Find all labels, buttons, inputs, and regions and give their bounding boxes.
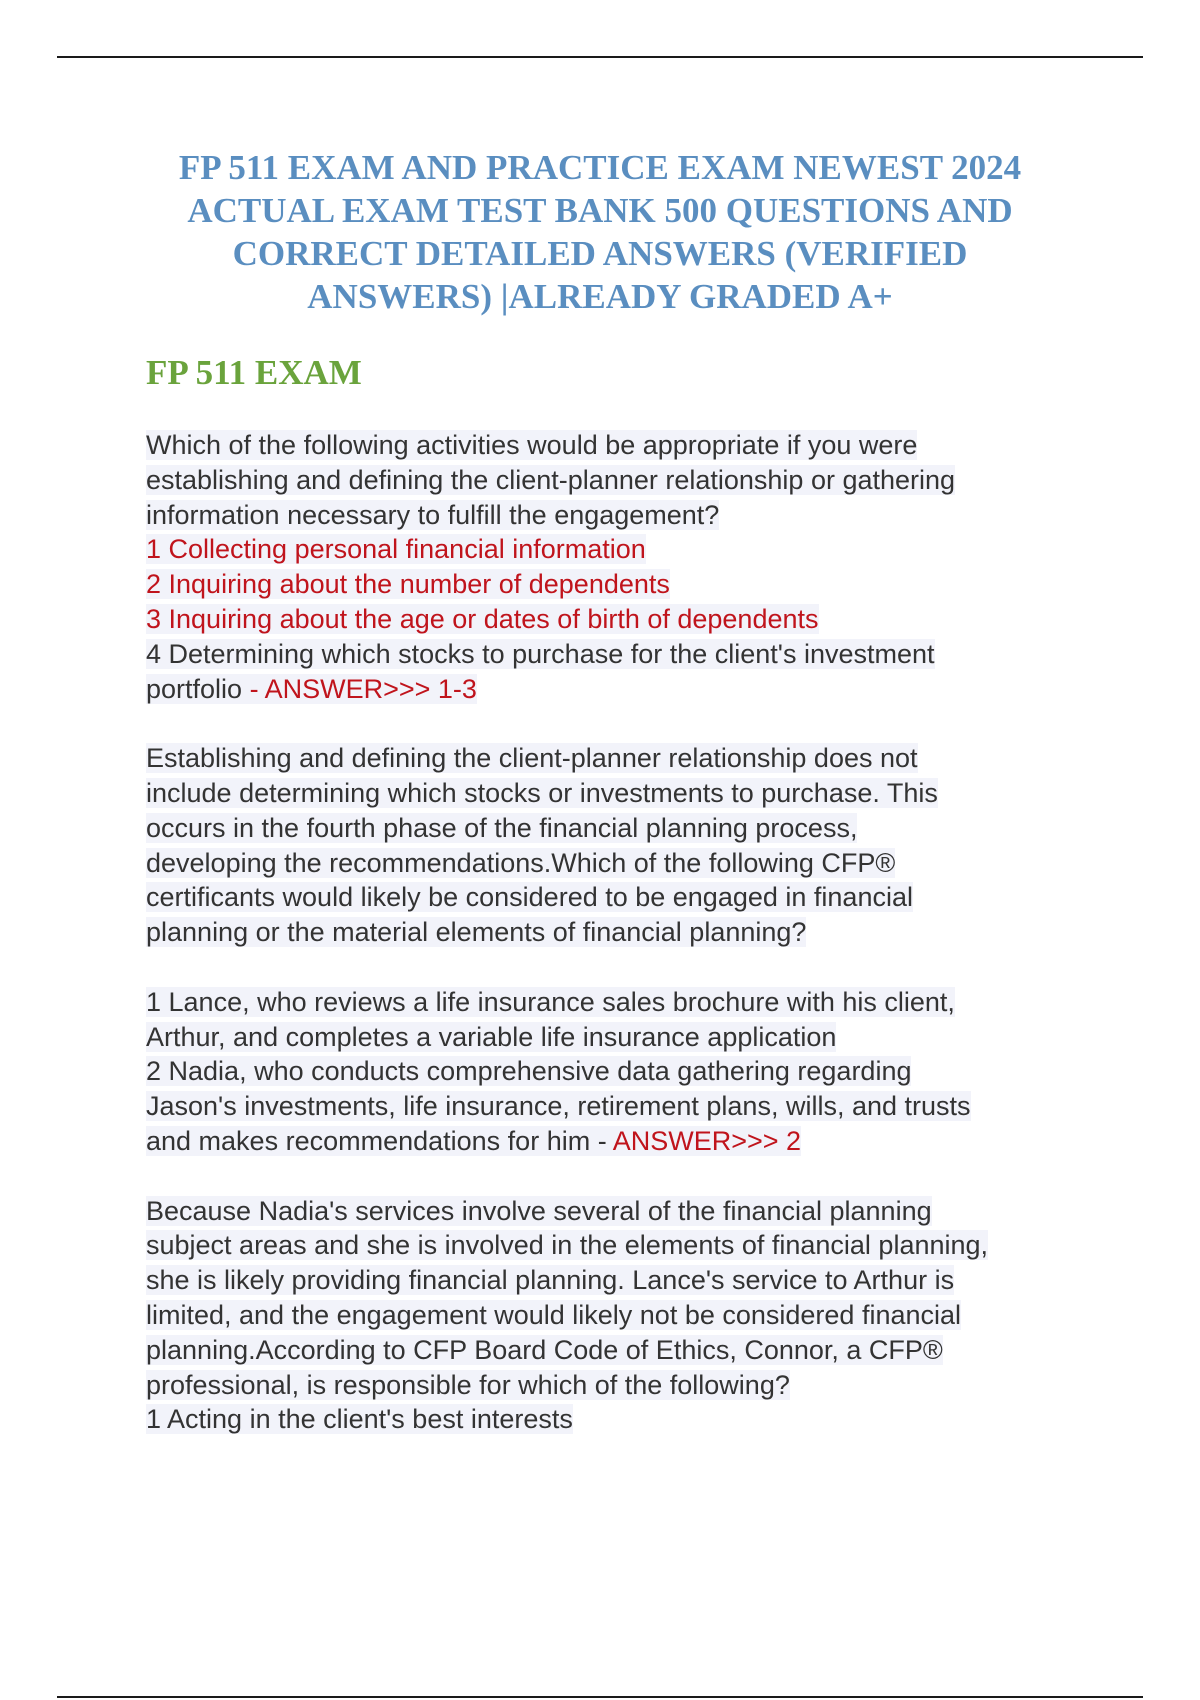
text-line bbox=[146, 1089, 1126, 1124]
paragraph bbox=[146, 985, 1126, 1159]
text-line bbox=[146, 428, 1126, 463]
text-line bbox=[146, 672, 1126, 707]
text-segment: information necessary to fulfill the engagement? bbox=[146, 499, 720, 530]
text-line bbox=[146, 498, 1126, 533]
text-segment: certificants would likely be considered to be engaged in financial bbox=[146, 882, 913, 913]
answer-option: 1 Collecting personal financial information bbox=[146, 534, 646, 565]
text-segment: portfolio bbox=[146, 673, 250, 704]
paragraph bbox=[146, 428, 1126, 706]
text-line bbox=[146, 741, 1126, 776]
text-segment: planning.According to CFP Board Code of Ethics, Connor, a CFP® bbox=[146, 1334, 943, 1365]
text-segment: Which of the following activities would be appropriate if you were bbox=[146, 430, 918, 460]
text-segment: and makes recommendations for him - bbox=[146, 1125, 613, 1156]
answer-option: 3 Inquiring about the age or dates of birth of dependents bbox=[146, 603, 819, 634]
paragraph bbox=[146, 1194, 1126, 1438]
text-line bbox=[146, 880, 1126, 915]
text-segment: professional, is responsible for which of the following? bbox=[146, 1369, 790, 1400]
paragraph bbox=[146, 741, 1126, 950]
text-line bbox=[146, 1228, 1126, 1263]
text-segment: Arthur, and completes a variable life insurance application bbox=[146, 1021, 837, 1052]
text-segment: developing the recommendations.Which of the following CFP® bbox=[146, 847, 896, 878]
section-heading: FP 511 EXAM bbox=[146, 353, 362, 392]
answer-option: 2 Inquiring about the number of dependents bbox=[146, 569, 670, 600]
text-line bbox=[146, 1020, 1126, 1055]
text-line bbox=[146, 1124, 1126, 1159]
text-segment: establishing and defining the client-planner relationship or gathering bbox=[146, 464, 956, 495]
text-line bbox=[146, 567, 1126, 602]
text-line bbox=[146, 1402, 1126, 1437]
text-line bbox=[146, 1194, 1126, 1229]
text-line bbox=[146, 811, 1126, 846]
document-title: FP 511 EXAM AND PRACTICE EXAM NEWEST 2024 ACTUAL EXAM TEST BANK 500 QUESTIONS AND CORRECT DETAILED ANSWERS (VERIFIED ANSWERS) |ALREADY GRADED A+ bbox=[178, 148, 1022, 316]
bottom-rule bbox=[57, 1696, 1143, 1698]
text-segment: 4 Determining which stocks to purchase for the client's investment bbox=[146, 638, 935, 669]
answer-key: - ANSWER>>> 1-3 bbox=[249, 673, 477, 704]
text-line bbox=[146, 915, 1126, 950]
text-segment: 2 Nadia, who conducts comprehensive data gathering regarding bbox=[146, 1056, 912, 1087]
text-line bbox=[146, 1333, 1126, 1368]
text-segment: limited, and the engagement would likely not be considered financial bbox=[146, 1299, 962, 1330]
text-segment: 1 Acting in the client's best interests bbox=[146, 1404, 573, 1435]
text-segment: Because Nadia's services involve several of the financial planning bbox=[146, 1195, 932, 1226]
text-line bbox=[146, 985, 1126, 1020]
answer-key: ANSWER>>> 2 bbox=[612, 1125, 802, 1156]
text-line bbox=[146, 1054, 1126, 1089]
text-line bbox=[146, 1368, 1126, 1403]
text-line bbox=[146, 602, 1126, 637]
text-line bbox=[146, 1298, 1126, 1333]
text-segment: planning or the material elements of financial planning? bbox=[146, 917, 807, 948]
text-line bbox=[146, 1263, 1126, 1298]
text-segment: occurs in the fourth phase of the financial planning process, bbox=[146, 812, 858, 843]
text-segment: subject areas and she is involved in the elements of financial planning, bbox=[146, 1230, 989, 1261]
text-line bbox=[146, 637, 1126, 672]
text-segment: Jason's investments, life insurance, retirement plans, wills, and trusts bbox=[146, 1091, 971, 1122]
text-line bbox=[146, 463, 1126, 498]
question-body bbox=[146, 428, 1126, 1437]
text-segment: Establishing and defining the client-planner relationship does not bbox=[146, 743, 918, 774]
text-segment: include determining which stocks or investments to purchase. This bbox=[146, 777, 938, 808]
top-rule bbox=[57, 56, 1143, 58]
text-line bbox=[146, 776, 1126, 811]
text-line bbox=[146, 846, 1126, 881]
text-segment: she is likely providing financial planning. Lance's service to Arthur is bbox=[146, 1265, 955, 1296]
text-line bbox=[146, 532, 1126, 567]
text-segment: 1 Lance, who reviews a life insurance sales brochure with his client, bbox=[146, 986, 955, 1017]
